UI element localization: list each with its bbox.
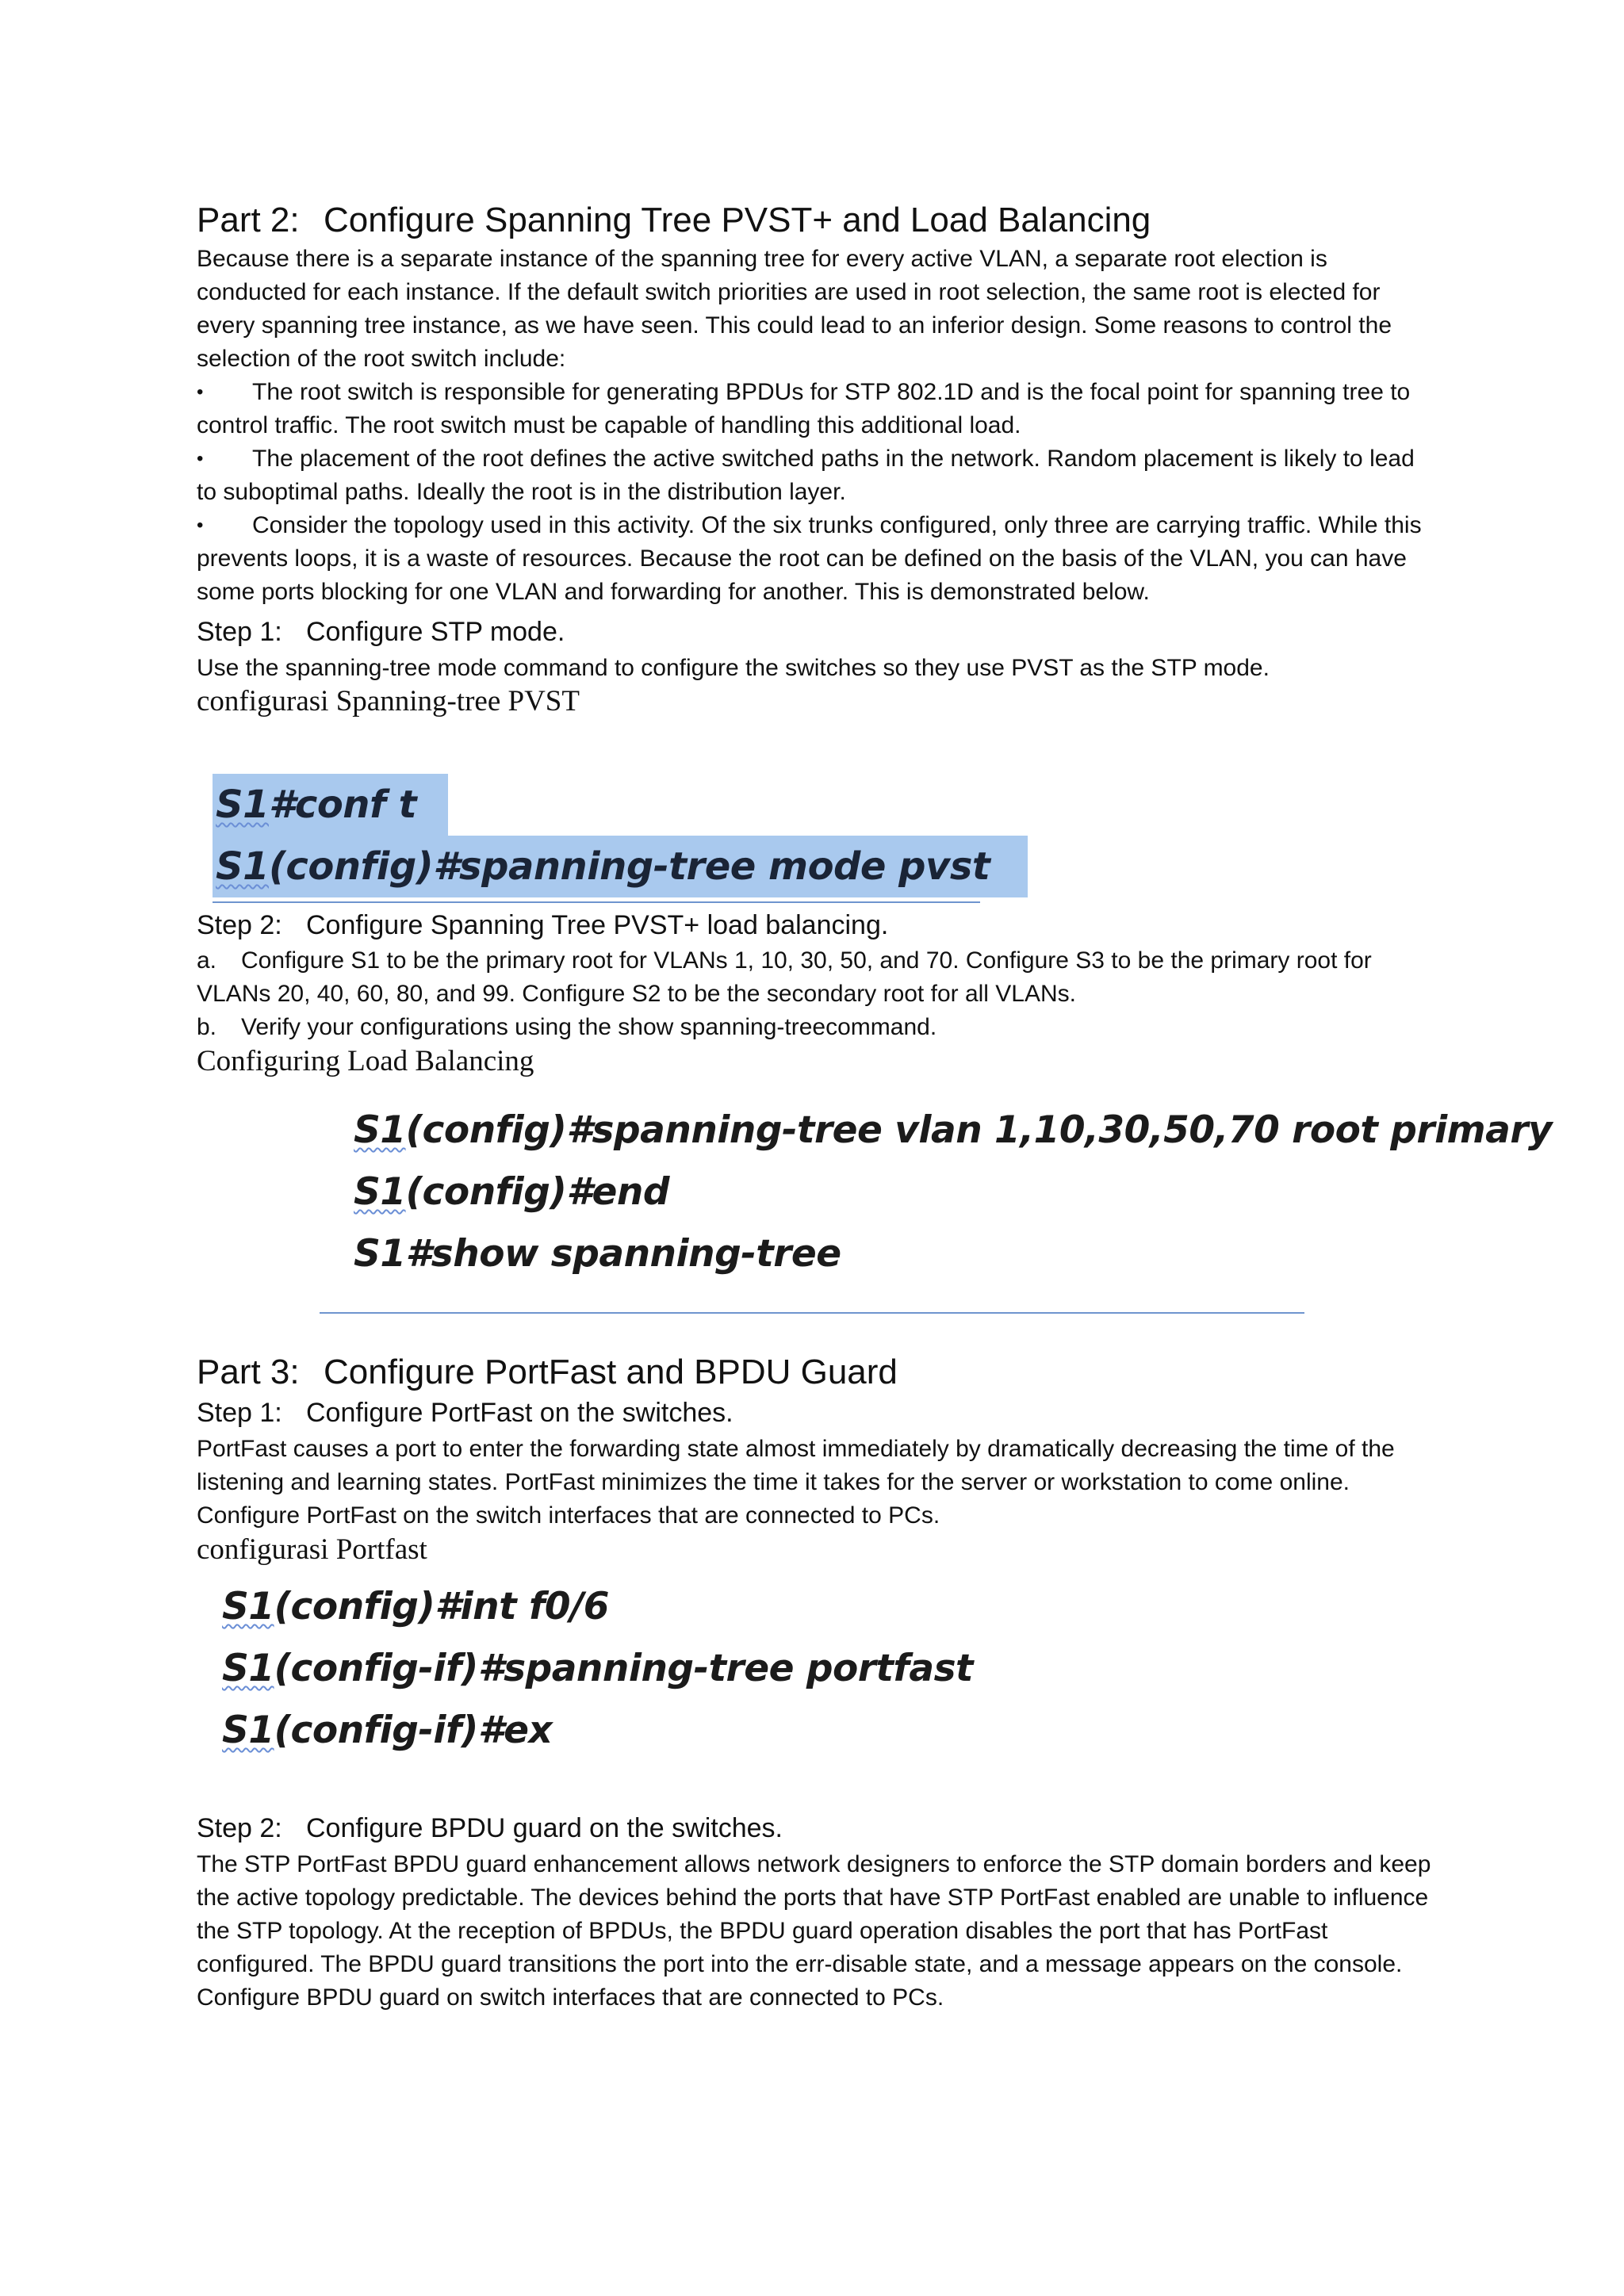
cli-line (354, 1100, 1552, 1161)
cli-command: (config-if)#spanning-tree portfast (274, 1647, 974, 1690)
bullet-text: The root switch is responsible for generating BPDUs for STP 802.1D and is the focal point for spanning tree to control traffic. The root switch must be capable of handling this additional load. (197, 379, 1411, 438)
part2-intro: Because there is a separate instance of the spanning tree for every active VLAN, a separate root election is conducted for each instance. If the default switch priorities are used in root selection, the same root is elected for every spanning tree instance, as we have seen. This could lead to an inferior design. Some reasons to control the selection of the root switch include: (197, 246, 1392, 372)
cli-line (222, 1576, 973, 1638)
cli-screenshot-stp-mode (213, 774, 1028, 897)
step-number: Step 1: (197, 1398, 282, 1428)
cli-command: S1#show spanning-tree (354, 1232, 841, 1276)
cli-command: (config)#int f0/6 (274, 1585, 609, 1628)
bullet-text: The placement of the root defines the active switched paths in the network. Random placement is likely to lead to suboptimal paths. Ideally the root is in the distribution layer. (197, 446, 1415, 505)
cli-line (354, 1223, 1552, 1285)
part3-heading (197, 1350, 898, 1395)
caption-portfast: configurasi Portfast (197, 1533, 427, 1566)
part3-number: Part 3: (197, 1353, 300, 1391)
step-body-text: The STP PortFast BPDU guard enhancement allows network designers to enforce the STP domain borders and keep the active topology predictable. The devices behind the ports that have STP PortFast enabled are unable to influence the STP topology. At the reception of BPDUs, the BPDU guard operation disables the port that has PortFast configured. The BPDU guard transitions the port into the err-disable state, and a message appears on the console. Configure BPDU guard on switch interfaces that are connected to PCs. (197, 1851, 1431, 2011)
part2-number: Part 2: (197, 201, 300, 239)
list-text: Verify your configurations using the show spanning-treecommand. (241, 1014, 937, 1040)
list-mark: b. (197, 1014, 217, 1040)
cli-line (222, 1638, 973, 1700)
cli-prefix: S1 (354, 1108, 406, 1152)
caption-stp-pvst: configurasi Spanning-tree PVST (197, 685, 580, 718)
step-title: Configure Spanning Tree PVST+ load balancing. (306, 910, 889, 940)
bullet-text: Consider the topology used in this activity. Of the six trunks configured, only three are carrying traffic. While this prevents loops, it is a waste of resources. Because the root can be defined on the basis of the VLAN, you can have some ports blocking for one VLAN and forwarding for another. This is demonstrated below. (197, 512, 1422, 605)
cli-command: (config)#spanning-tree vlan 1,10,30,50,70 root primary (405, 1108, 1553, 1152)
part3-step2-body (197, 1848, 1434, 2015)
step-body-text: PortFast causes a port to enter the forwarding state almost immediately by dramatically decreasing the time of the listening and learning states. PortFast minimizes the time it takes for the server or workstation to come online. Configure PortFast on the switch interfaces that are connected to PCs. (197, 1436, 1395, 1529)
part2-step2-heading (197, 908, 888, 943)
part3-step1-body (197, 1433, 1434, 1533)
cli-command: (config)#end (405, 1170, 670, 1214)
cli-prefix: S1 (222, 1647, 274, 1690)
cli-screenshot-load-balancing (354, 1100, 1552, 1285)
cli-prefix: S1 (222, 1709, 274, 1752)
bullet-glyph: • (197, 448, 204, 469)
cli-prefix: S1 (216, 783, 269, 827)
cli-screenshot-portfast (222, 1576, 973, 1762)
list-mark: a. (197, 947, 217, 974)
part2-step1-heading (197, 614, 565, 649)
part3-step2-heading (197, 1811, 783, 1846)
step-number: Step 2: (197, 1813, 282, 1843)
part2-step2-list (197, 944, 1434, 1044)
cli-line (222, 1700, 973, 1762)
cli-command: #conf t (268, 783, 417, 827)
step-number: Step 1: (197, 617, 282, 647)
bullet-glyph: • (197, 381, 204, 403)
part2-body (197, 243, 1434, 609)
bullet-item (197, 376, 1434, 442)
step-title: Configure STP mode. (306, 617, 565, 647)
list-item (197, 944, 1434, 1011)
step-title: Configure BPDU guard on the switches. (306, 1813, 783, 1843)
divider-line (320, 1312, 1304, 1314)
list-text: Configure S1 to be the primary root for VLANs 1, 10, 30, 50, and 70. Configure S3 to be the primary root for VLANs 20, 40, 60, 80, and 99. Configure S2 to be the secondary root for all VLANs. (197, 947, 1372, 1007)
list-item (197, 1011, 1434, 1044)
step-number: Step 2: (197, 910, 282, 940)
divider-line (213, 901, 980, 903)
bullet-item (197, 509, 1434, 609)
cli-prefix: S1 (354, 1170, 406, 1214)
bullet-item (197, 442, 1434, 509)
cli-command: (config-if)#ex (274, 1709, 553, 1752)
bullet-glyph: • (197, 515, 204, 536)
cli-line (354, 1161, 1552, 1223)
step-title: Configure PortFast on the switches. (306, 1398, 733, 1428)
cli-prefix: S1 (216, 844, 269, 889)
caption-load-balancing: Configuring Load Balancing (197, 1045, 534, 1077)
part2-heading (197, 198, 1151, 243)
cli-line (213, 836, 1028, 897)
cli-prefix: S1 (222, 1585, 274, 1628)
step-body-text: Use the spanning-tree mode command to configure the switches so they use PVST as the STP mode. (197, 655, 1270, 681)
part3-title: Configure PortFast and BPDU Guard (324, 1353, 898, 1391)
cli-line (213, 774, 1028, 836)
part2-title: Configure Spanning Tree PVST+ and Load Balancing (324, 201, 1151, 239)
cli-command: (config)#spanning-tree mode pvst (268, 844, 990, 889)
part2-step1-body (197, 652, 1434, 685)
part3-step1-heading (197, 1395, 733, 1430)
